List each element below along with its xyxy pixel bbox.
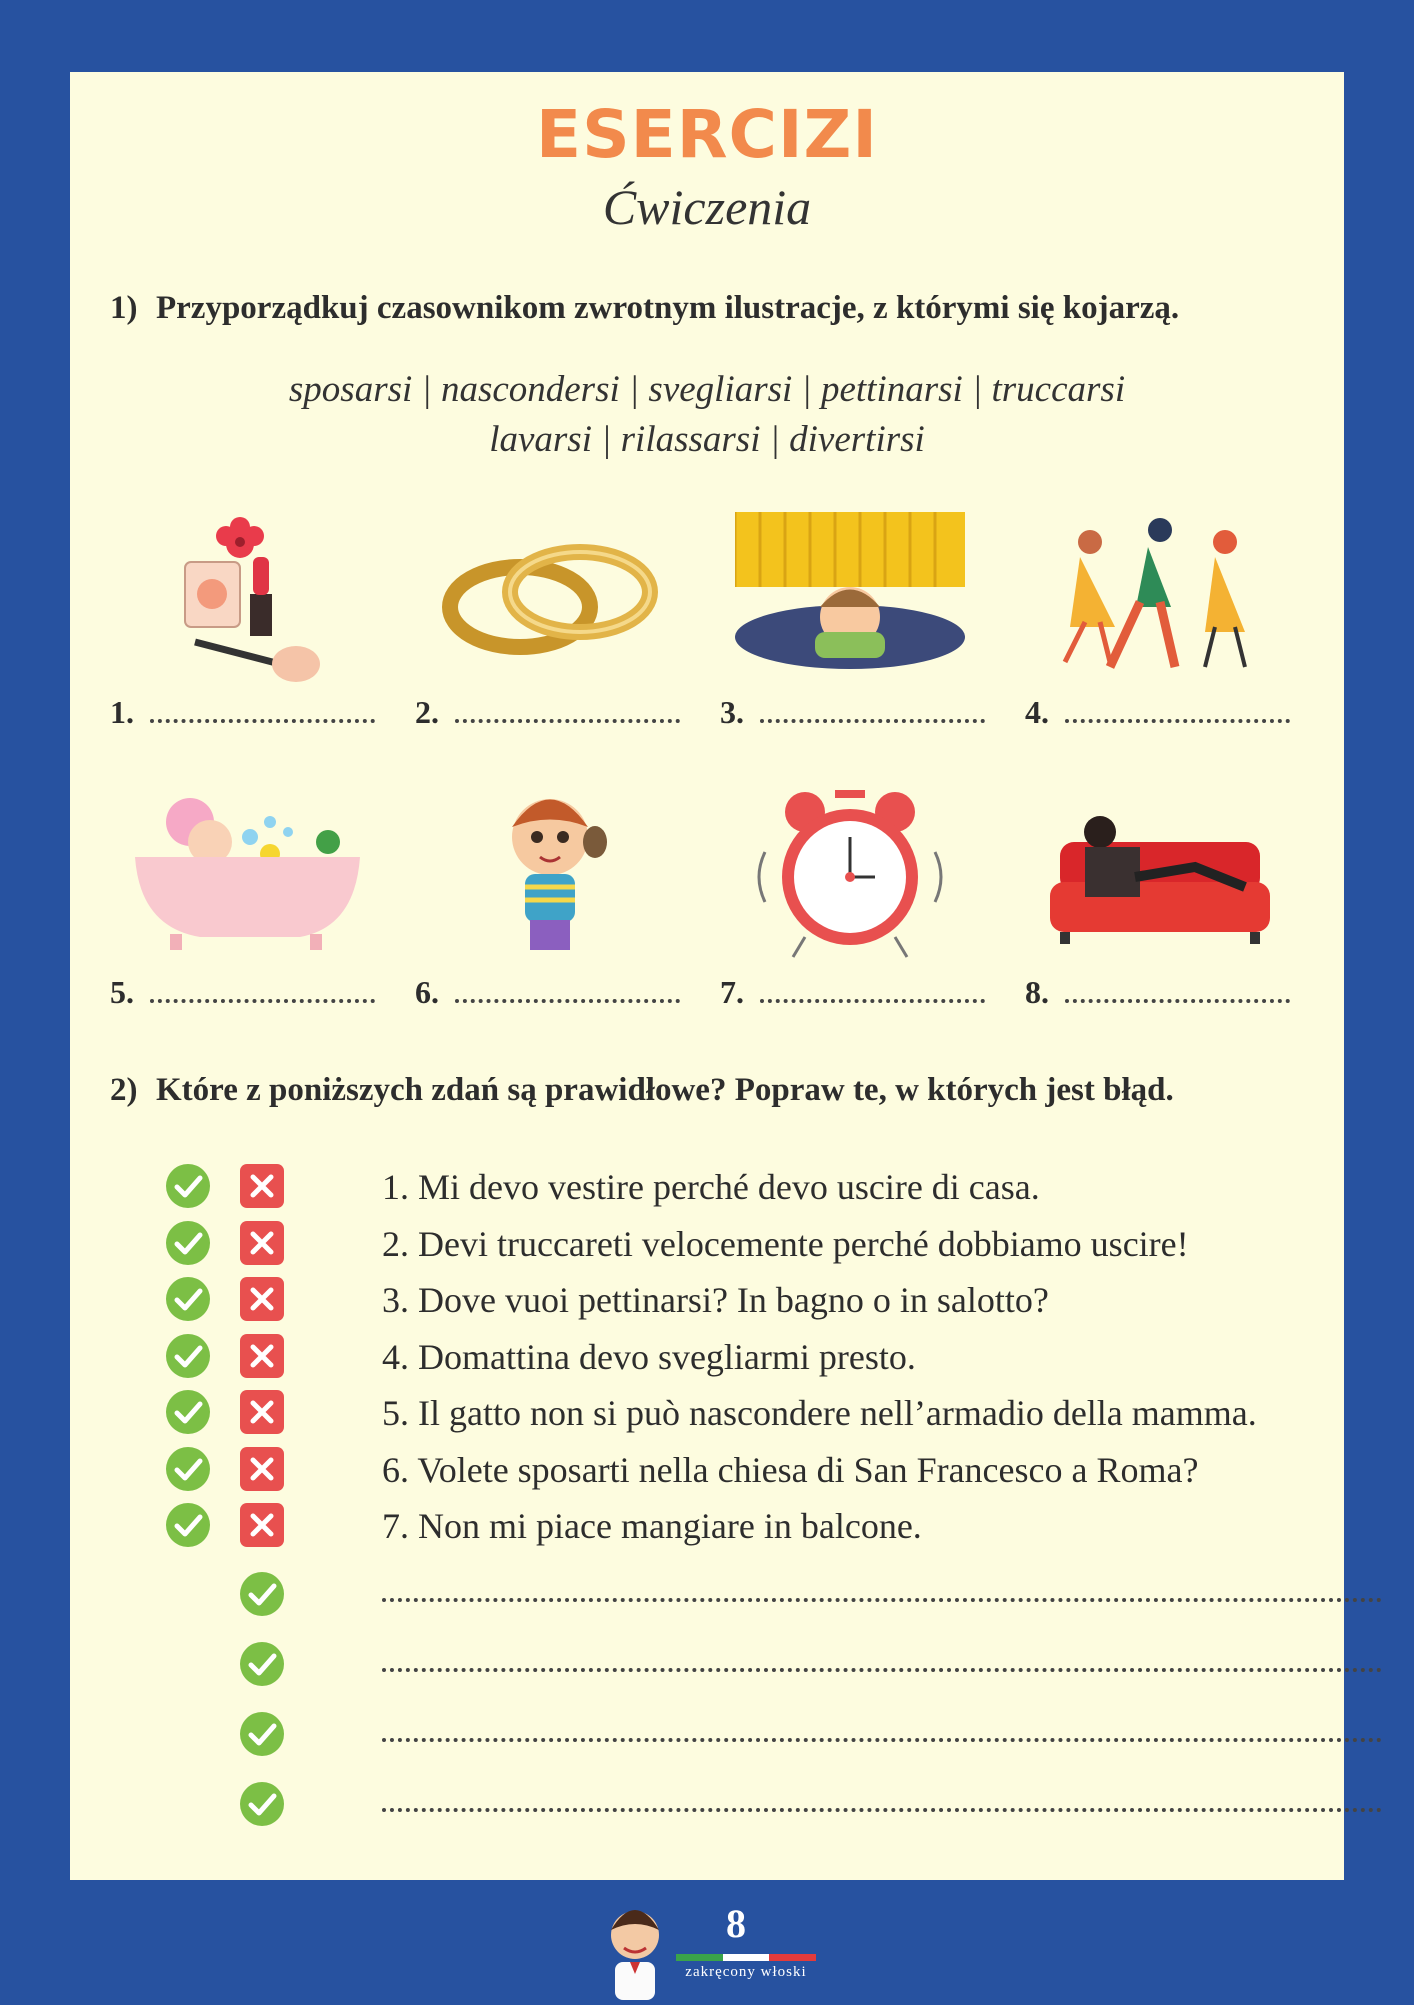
answer-line[interactable] [382,1738,1382,1742]
sentence-row [166,1390,1316,1436]
sentence-text: 2. Devi truccareti velocemente perché dobbiamo uscire! [382,1223,1189,1264]
check-icon[interactable] [240,1572,284,1616]
worksheet [70,72,1344,1880]
blank-dots [455,699,680,723]
blank-7[interactable] [720,974,985,1011]
blank-label: 5. [110,974,134,1010]
check-icon[interactable] [166,1390,210,1434]
makeup-illustration [130,502,360,682]
brand-name: zakręcony włoski [685,1964,807,1980]
dancing-people-illustration [1040,502,1270,682]
cross-icon[interactable] [240,1277,284,1321]
sentence-row [166,1164,1316,1210]
boy-with-brush-illustration [435,782,665,962]
blank-label: 1. [110,694,134,730]
sentence-row [166,1334,1316,1380]
exercise2-instruction [110,1072,1174,1109]
check-icon[interactable] [166,1503,210,1547]
check-icon[interactable] [166,1277,210,1321]
cross-icon[interactable] [240,1164,284,1208]
sentence-text: 3. Dove vuoi pettinarsi? In bagno o in salotto? [382,1280,1049,1320]
cross-icon[interactable] [240,1447,284,1491]
blank-2[interactable] [415,694,680,731]
italian-flag-stripe [676,1954,816,1961]
sentence-row [166,1221,1316,1267]
answer-line[interactable] [382,1598,1382,1602]
word-bank-line1: sposarsi | nascondersi | svegliarsi | pettinarsi | truccarsi [288,369,1126,410]
exercise2-text: Które z poniższych zdań są prawidłowe? Popraw te, w których jest błąd. [156,1072,1174,1108]
sentence-row [166,1447,1316,1493]
sentence-text: 4. Domattina devo svegliarmi presto. [382,1336,916,1377]
page-subtitle: Ćwiczenia [602,179,812,235]
cross-icon[interactable] [240,1390,284,1434]
alarm-clock-illustration [735,782,965,962]
check-icon[interactable] [166,1221,210,1265]
answer-line-row [166,1782,1316,1828]
check-icon[interactable] [166,1447,210,1491]
blank-label: 7. [720,974,744,1010]
blank-dots [1065,979,1290,1003]
sentence-row [166,1503,1316,1549]
blank-1[interactable] [110,694,375,731]
exercise1-number: 1) [110,290,138,326]
wedding-rings-illustration [435,502,665,682]
blank-4[interactable] [1025,694,1290,731]
check-icon[interactable] [166,1334,210,1378]
exercise2-number: 2) [110,1072,138,1108]
blank-label: 4. [1025,694,1049,730]
answer-line-row [166,1572,1316,1618]
blank-5[interactable] [110,974,375,1011]
word-bank-line2: lavarsi | rilassarsi | divertirsi [489,419,925,460]
blank-label: 6. [415,974,439,1010]
page-title: ESERCIZI [536,96,878,173]
sentence-text: 1. Mi devo vestire perché devo uscire di casa. [382,1167,1040,1207]
check-icon[interactable] [240,1712,284,1756]
woman-on-sofa-illustration [1040,782,1270,962]
blank-dots [760,979,985,1003]
blank-3[interactable] [720,694,985,731]
answer-line[interactable] [382,1668,1382,1672]
cross-icon[interactable] [240,1221,284,1265]
bath-illustration [130,782,360,962]
blank-label: 3. [720,694,744,730]
blank-8[interactable] [1025,974,1290,1011]
footer [0,1880,1414,2000]
blank-label: 8. [1025,974,1049,1010]
answer-line-row [166,1712,1316,1758]
blank-dots [1065,699,1290,723]
blank-dots [150,979,375,1003]
blank-dots [150,699,375,723]
exercise1-instruction [110,290,1179,327]
sentence-text: 5. Il gatto non si può nascondere nell’armadio della mamma. [382,1393,1257,1433]
exercise1-text: Przyporządkuj czasownikom zwrotnym ilustracje, z którymi się kojarzą. [156,290,1180,326]
mascot-avatar [600,1900,670,2000]
blank-label: 2. [415,694,439,730]
blank-6[interactable] [415,974,680,1011]
cross-icon[interactable] [240,1503,284,1547]
cross-icon[interactable] [240,1334,284,1378]
answer-line-row [166,1642,1316,1688]
answer-line[interactable] [382,1808,1382,1812]
child-hiding-illustration [735,502,965,682]
check-icon[interactable] [240,1782,284,1826]
check-icon[interactable] [166,1164,210,1208]
page-number: 8 [726,1901,746,1946]
sentence-text: 6. Volete sposarti nella chiesa di San Francesco a Roma? [382,1449,1199,1490]
check-icon[interactable] [240,1642,284,1686]
sentence-text: 7. Non mi piace mangiare in balcone. [382,1506,922,1546]
sentence-row [166,1277,1316,1323]
blank-dots [455,979,680,1003]
blank-dots [760,699,985,723]
